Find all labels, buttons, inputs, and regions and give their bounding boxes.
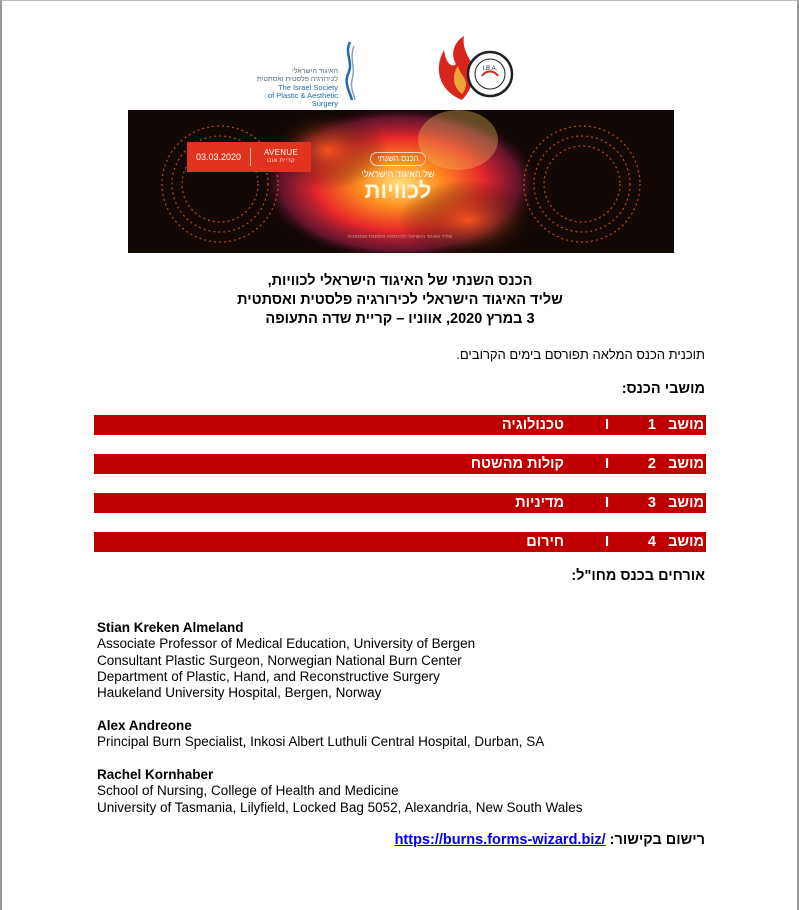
session-bar — [94, 532, 706, 552]
session-separator: I — [604, 534, 609, 550]
session-topic: חירום — [526, 534, 564, 550]
session-separator: I — [604, 417, 609, 433]
guest-affiliation-line: Associate Professor of Medical Education, University of Bergen — [97, 636, 476, 652]
banner-title — [348, 148, 448, 203]
session-bar — [94, 415, 706, 435]
banner-footer: שליד האיגוד הישראלי לכירורגיה פלסטית ואסתטית — [348, 234, 452, 240]
guest-affiliation-line: Consultant Plastic Surgeon, Norwegian National Burn Center — [97, 652, 462, 668]
session-topic: קולות מהשטח — [470, 456, 564, 472]
isps-wave-icon — [340, 40, 358, 102]
conference-banner — [128, 110, 674, 253]
guest-name: Stian Kreken Almeland — [97, 620, 244, 635]
session-bar — [94, 454, 706, 474]
guest-entry — [97, 620, 475, 701]
banner-venue — [251, 148, 311, 166]
isps-hebrew-line-1: האיגוד הישראלי — [292, 68, 338, 75]
isps-logo-text — [242, 68, 338, 108]
guest-affiliation-line: Principal Burn Specialist, Inkosi Albert Luthuli Central Hospital, Durban, SA — [97, 734, 545, 750]
banner-date-badge — [187, 142, 311, 172]
guest-affiliation-line: Department of Plastic, Hand, and Reconstructive Surgery — [97, 668, 440, 684]
session-number: 1 — [647, 417, 656, 433]
isps-english-line-1: The Israel Society — [277, 83, 338, 92]
session-label: מושב — [668, 534, 704, 550]
guest-name: Alex Andreone — [97, 718, 192, 733]
banner-title-line-1: הכנס השנתי — [370, 152, 425, 166]
heading-line-1: הכנס השנתי של האיגוד הישראלי לכוויות, — [267, 273, 533, 289]
guest-name: Rachel Kornhaber — [97, 767, 214, 782]
isps-logo — [242, 38, 360, 108]
banner-title-line-2: של האיגוד הישראלי — [361, 169, 435, 179]
guests-title: אורחים בכנס מחו"ל: — [571, 568, 705, 584]
iba-logo — [432, 34, 522, 104]
registration-link[interactable]: https://burns.forms-wizard.biz/ — [394, 832, 606, 848]
session-number: 2 — [647, 456, 656, 472]
guest-entry — [97, 718, 544, 751]
session-number: 4 — [647, 534, 656, 550]
guest-affiliation-line: Haukeland University Hospital, Bergen, Norway — [97, 685, 382, 701]
banner-date: 03.03.2020 — [187, 148, 251, 166]
program-note: תוכנית הכנס המלאה תפורסם בימים הקרובים. — [456, 347, 705, 362]
registration-line — [395, 832, 705, 848]
session-topic: טכנולוגיה — [501, 417, 564, 433]
heading-line-2: שליד האיגוד הישראלי לכירורגיה פלסטית ואסתטית — [237, 292, 563, 308]
session-bar — [94, 493, 706, 513]
session-label: מושב — [668, 417, 704, 433]
session-separator: I — [604, 456, 609, 472]
guest-entry — [97, 767, 583, 816]
session-topic: מדיניות — [515, 495, 564, 511]
guest-affiliation-line: University of Tasmania, Lilyfield, Locked Bag 5052, Alexandria, New South Wales — [97, 799, 583, 815]
session-separator: I — [604, 495, 609, 511]
sessions-title: מושבי הכנס: — [621, 381, 705, 397]
registration-label: רישום בקישור: — [609, 832, 705, 848]
iba-badge-text: I.B.A. — [482, 66, 498, 72]
isps-hebrew-line-2: לכירורגיה פלסטית ואסתטית — [256, 76, 338, 83]
session-label: מושב — [668, 456, 704, 472]
isps-english-line-2: of Plastic & Aesthetic Surgery — [267, 91, 338, 108]
logos-row — [240, 34, 540, 106]
banner-venue-name: AVENUE — [263, 148, 299, 157]
iba-badge-icon — [468, 52, 512, 96]
guest-affiliation-line: School of Nursing, College of Health and Medicine — [97, 783, 399, 799]
document-heading — [94, 272, 706, 329]
banner-venue-sub: קריית אונו — [267, 158, 295, 164]
heading-line-3: 3 במרץ 2020, אווניו – קריית שדה התעופה — [265, 311, 535, 327]
session-label: מושב — [668, 495, 704, 511]
session-number: 3 — [647, 495, 656, 511]
banner-title-line-3: לכוויות — [364, 178, 432, 203]
